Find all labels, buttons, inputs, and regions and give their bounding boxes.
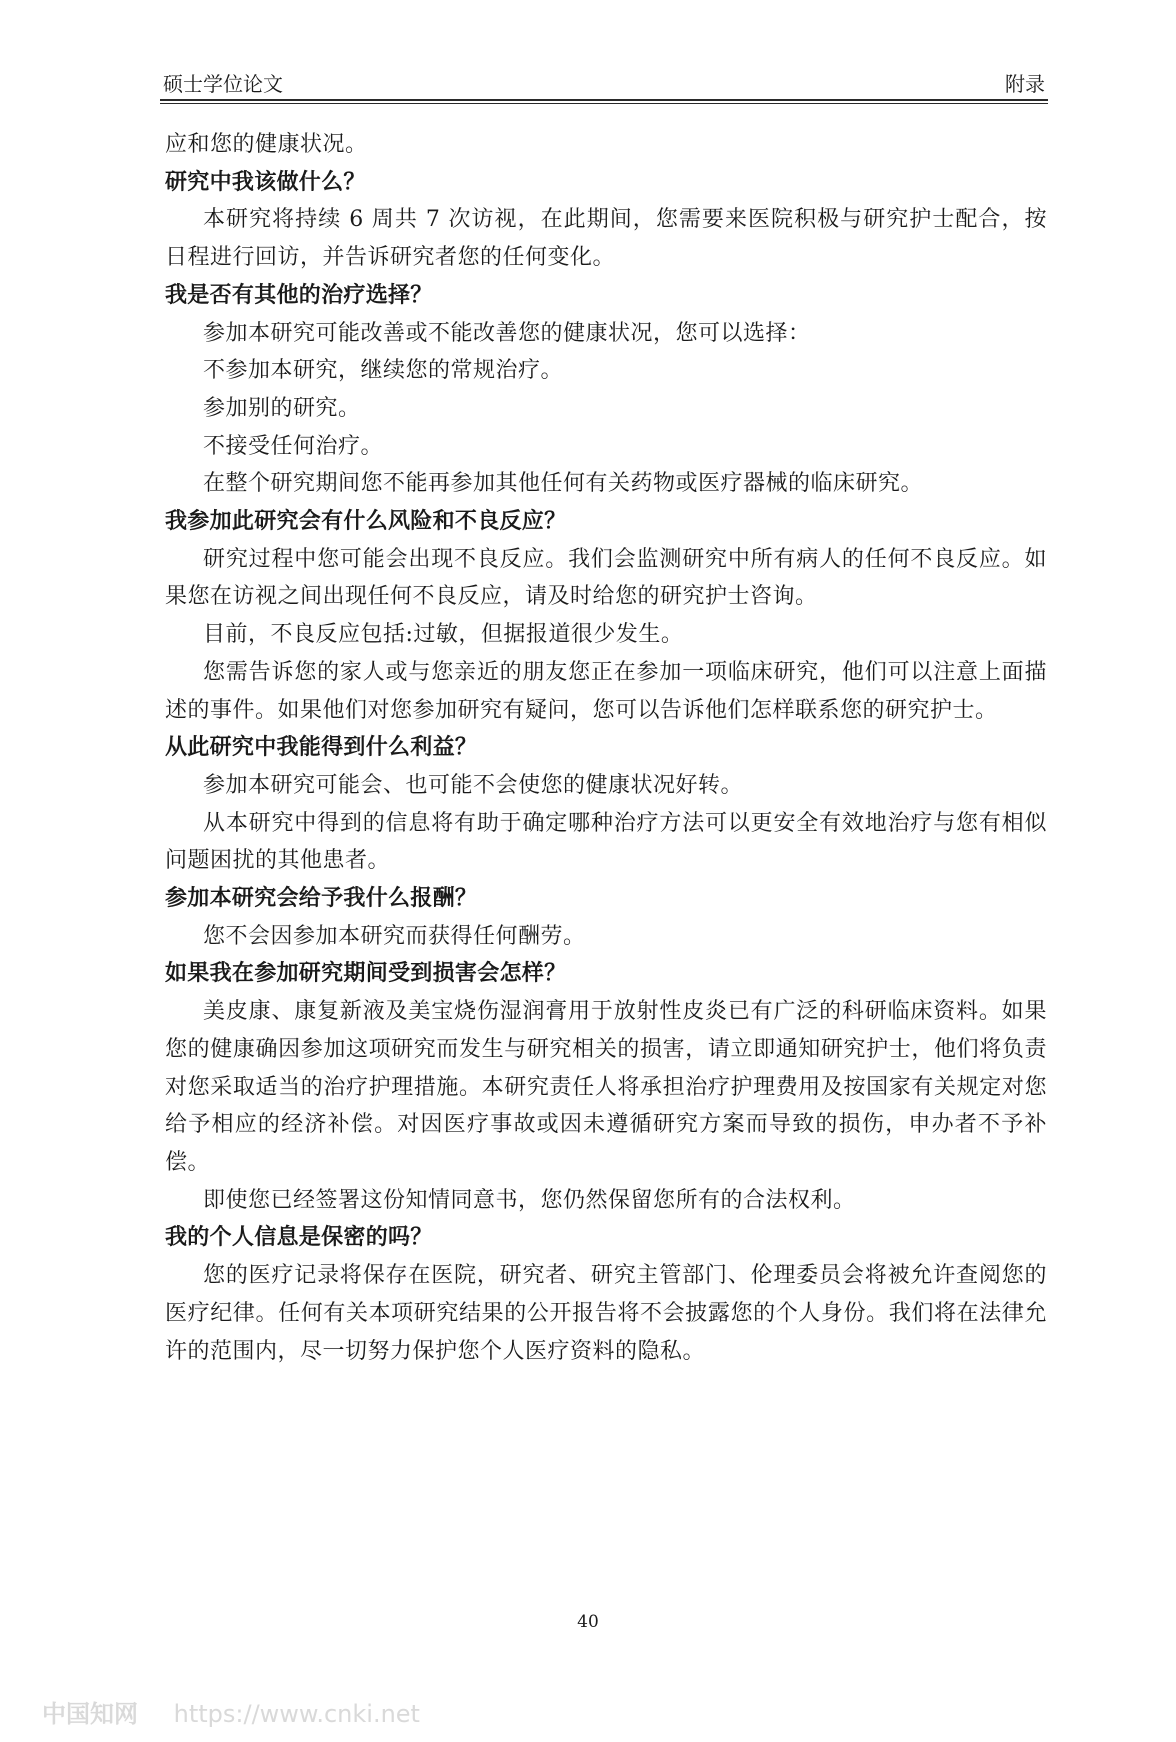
paragraph: 目前，不良反应包括:过敏，但据报道很少发生。 [203, 622, 684, 648]
page-header [163, 68, 1045, 102]
option-item: 不参加本研究，继续您的常规治疗。 [203, 358, 564, 384]
watermark [42, 1694, 420, 1729]
paragraph: 研究过程中您可能会出现不良反应。我们会监测研究中所有病人的任何不良反应。如果您在访视之间出现任何不良反应，请及时给您的研究护士咨询。 [165, 546, 1047, 610]
question-heading: 从此研究中我能得到什么利益？ [165, 735, 478, 761]
watermark-url: https://www.cnki.net [173, 1700, 420, 1728]
question-heading: 我参加此研究会有什么风险和不良反应？ [165, 509, 567, 535]
paragraph: 美皮康、康复新液及美宝烧伤湿润膏用于放射性皮炎已有广泛的科研临床资料。如果您的健康确因参加这项研究而发生与研究相关的损害，请立即通知研究护士，他们将负责对您采取适当的治疗护理措施。本研究责任人将承担治疗护理费用及按国家有关规定对您给予相应的经济补偿。对因医疗事故或因未遵循研究方案而导致的损伤，申办者不予补偿。 [165, 999, 1047, 1175]
thesis-type-label: 硕士学位论文 [163, 72, 283, 96]
section-label: 附录 [1005, 72, 1045, 96]
watermark-brand: 中国知网 [42, 1700, 138, 1728]
question-heading: 如果我在参加研究期间受到损害会怎样？ [165, 961, 567, 987]
paragraph: 从本研究中得到的信息将有助于确定哪种治疗方法可以更安全有效地治疗与您有相似问题困扰的其他患者。 [165, 810, 1047, 874]
paragraph: 您需告诉您的家人或与您亲近的朋友您正在参加一项临床研究，他们可以注意上面描述的事件。如果他们对您参加研究有疑问，您可以告诉他们怎样联系您的研究护士。 [165, 659, 1047, 723]
paragraph: 应和您的健康状况。 [165, 132, 368, 157]
paragraph: 在整个研究期间您不能再参加其他任何有关药物或医疗器械的临床研究。 [203, 471, 924, 497]
document-body [165, 126, 1047, 1370]
question-heading: 研究中我该做什么？ [165, 169, 366, 195]
option-item: 参加别的研究。 [203, 395, 361, 421]
question-heading: 参加本研究会给予我什么报酬？ [165, 886, 478, 912]
header-rule [160, 99, 1048, 104]
page-number: 40 [577, 1612, 599, 1632]
paragraph: 您的医疗记录将保存在医院，研究者、研究主管部门、伦理委员会将被允许查阅您的医疗纪律。任何有关本项研究结果的公开报告将不会披露您的个人身份。我们将在法律允许的范围内，尽一切努力保护您个人医疗资料的隐私。 [165, 1263, 1047, 1364]
option-item: 不接受任何治疗。 [203, 433, 384, 459]
question-heading: 我是否有其他的治疗选择？ [165, 282, 433, 308]
paragraph: 本研究将持续 6 周共 7 次访视，在此期间，您需要来医院积极与研究护士配合，按日程进行回访，并告诉研究者您的任何变化。 [165, 207, 1047, 271]
paragraph: 您不会因参加本研究而获得任何酬劳。 [203, 923, 586, 949]
paragraph: 即使您已经签署这份知情同意书，您仍然保留您所有的合法权利。 [203, 1187, 856, 1213]
paragraph: 参加本研究可能会、也可能不会使您的健康状况好转。 [203, 772, 744, 798]
question-heading: 我的个人信息是保密的吗？ [165, 1225, 433, 1251]
paragraph: 参加本研究可能改善或不能改善您的健康状况，您可以选择： [203, 320, 811, 346]
